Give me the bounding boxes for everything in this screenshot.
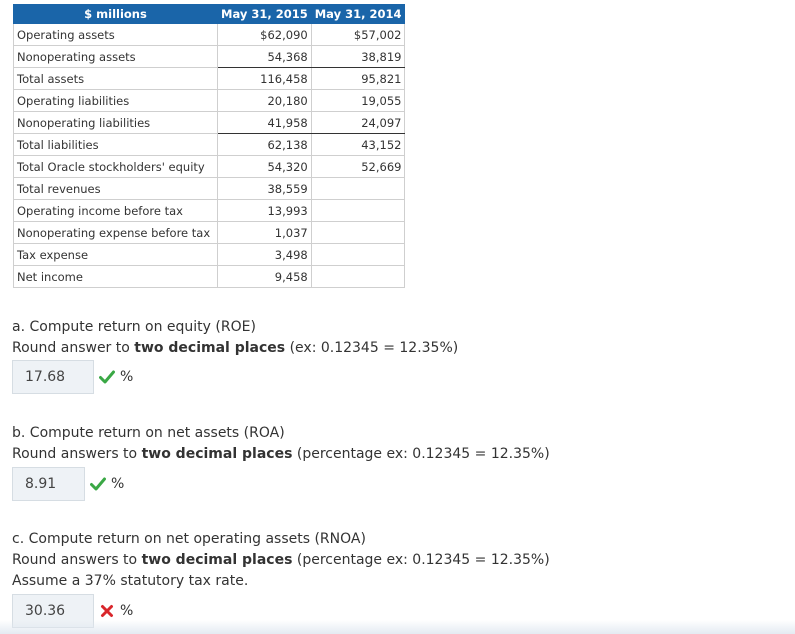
- table-row: [14, 68, 405, 90]
- row-label: Nonoperating expense before tax: [14, 222, 218, 244]
- row-label: Operating liabilities: [14, 90, 218, 112]
- check-icon: [98, 370, 116, 384]
- question-c-instructions: [12, 550, 550, 571]
- cell-2014: [311, 178, 405, 200]
- column-header-2015: May 31, 2015: [218, 5, 312, 24]
- question-a-title: a. Compute return on equity (ROE): [12, 319, 256, 335]
- table-row: [14, 178, 405, 200]
- table-row: [14, 156, 405, 178]
- question-b: [12, 423, 550, 465]
- cell-2015: 3,498: [218, 244, 312, 266]
- row-label: Total Oracle stockholders' equity: [14, 156, 218, 178]
- column-header-2014: May 31, 2014: [311, 5, 405, 24]
- row-label: Total assets: [14, 68, 218, 90]
- question-c-assumption: Assume a 37% statutory tax rate.: [12, 573, 249, 589]
- cell-2014: [311, 200, 405, 222]
- cell-2014: [311, 244, 405, 266]
- row-label: Nonoperating liabilities: [14, 112, 218, 134]
- row-label: Total revenues: [14, 178, 218, 200]
- question-b-instructions: [12, 444, 550, 465]
- cell-2015: 1,037: [218, 222, 312, 244]
- cross-icon: [98, 604, 116, 618]
- instruction-bold: two decimal places: [141, 446, 293, 462]
- table-row: [14, 46, 405, 68]
- instruction-text: (ex: 0.12345 = 12.35%): [285, 340, 459, 356]
- answer-row-a: [12, 360, 133, 394]
- financial-data-table: [13, 4, 405, 288]
- question-a: [12, 317, 458, 359]
- table-row: [14, 90, 405, 112]
- answer-input-c[interactable]: 30.36: [12, 594, 94, 628]
- cell-2014: 95,821: [311, 68, 405, 90]
- cell-2015: $62,090: [218, 24, 312, 46]
- row-label: Operating assets: [14, 24, 218, 46]
- cell-2015: 20,180: [218, 90, 312, 112]
- cell-2015: 116,458: [218, 68, 312, 90]
- cell-2014: 19,055: [311, 90, 405, 112]
- percent-unit: %: [120, 603, 134, 619]
- cell-2015: 38,559: [218, 178, 312, 200]
- cell-2014: [311, 266, 405, 288]
- cell-2014: 52,669: [311, 156, 405, 178]
- question-a-instructions: [12, 338, 458, 359]
- cell-2015: 62,138: [218, 134, 312, 156]
- table-header-row: [14, 5, 405, 24]
- cell-2015: 54,368: [218, 46, 312, 68]
- column-header-label: $ millions: [14, 5, 218, 24]
- row-label: Tax expense: [14, 244, 218, 266]
- table-row: [14, 266, 405, 288]
- cell-2014: 43,152: [311, 134, 405, 156]
- instruction-bold: two decimal places: [141, 552, 293, 568]
- instruction-text: Round answers to: [12, 552, 142, 568]
- question-b-title: b. Compute return on net assets (ROA): [12, 425, 285, 441]
- cell-2015: 41,958: [218, 112, 312, 134]
- instruction-bold: two decimal places: [134, 340, 286, 356]
- cell-2015: 9,458: [218, 266, 312, 288]
- row-label: Net income: [14, 266, 218, 288]
- answer-input-b[interactable]: 8.91: [12, 467, 85, 501]
- table-row: [14, 112, 405, 134]
- cell-2014: $57,002: [311, 24, 405, 46]
- bottom-edge-shadow: [0, 620, 795, 634]
- percent-unit: %: [111, 476, 125, 492]
- table-row: [14, 200, 405, 222]
- percent-unit: %: [120, 369, 134, 385]
- table-row: [14, 134, 405, 156]
- cell-2015: 54,320: [218, 156, 312, 178]
- instruction-text: Round answer to: [12, 340, 135, 356]
- answer-row-b: [12, 467, 124, 501]
- answer-input-a[interactable]: 17.68: [12, 360, 94, 394]
- row-label: Nonoperating assets: [14, 46, 218, 68]
- cell-2014: [311, 222, 405, 244]
- question-c: [12, 529, 550, 592]
- table-row: [14, 24, 405, 46]
- question-c-title: c. Compute return on net operating assets (RNOA): [12, 531, 366, 547]
- cell-2014: 24,097: [311, 112, 405, 134]
- instruction-text: (percentage ex: 0.12345 = 12.35%): [292, 552, 550, 568]
- cell-2014: 38,819: [311, 46, 405, 68]
- row-label: Operating income before tax: [14, 200, 218, 222]
- instruction-text: (percentage ex: 0.12345 = 12.35%): [292, 446, 550, 462]
- row-label: Total liabilities: [14, 134, 218, 156]
- table-row: [14, 244, 405, 266]
- cell-2015: 13,993: [218, 200, 312, 222]
- table-row: [14, 222, 405, 244]
- check-icon: [89, 477, 107, 491]
- instruction-text: Round answers to: [12, 446, 142, 462]
